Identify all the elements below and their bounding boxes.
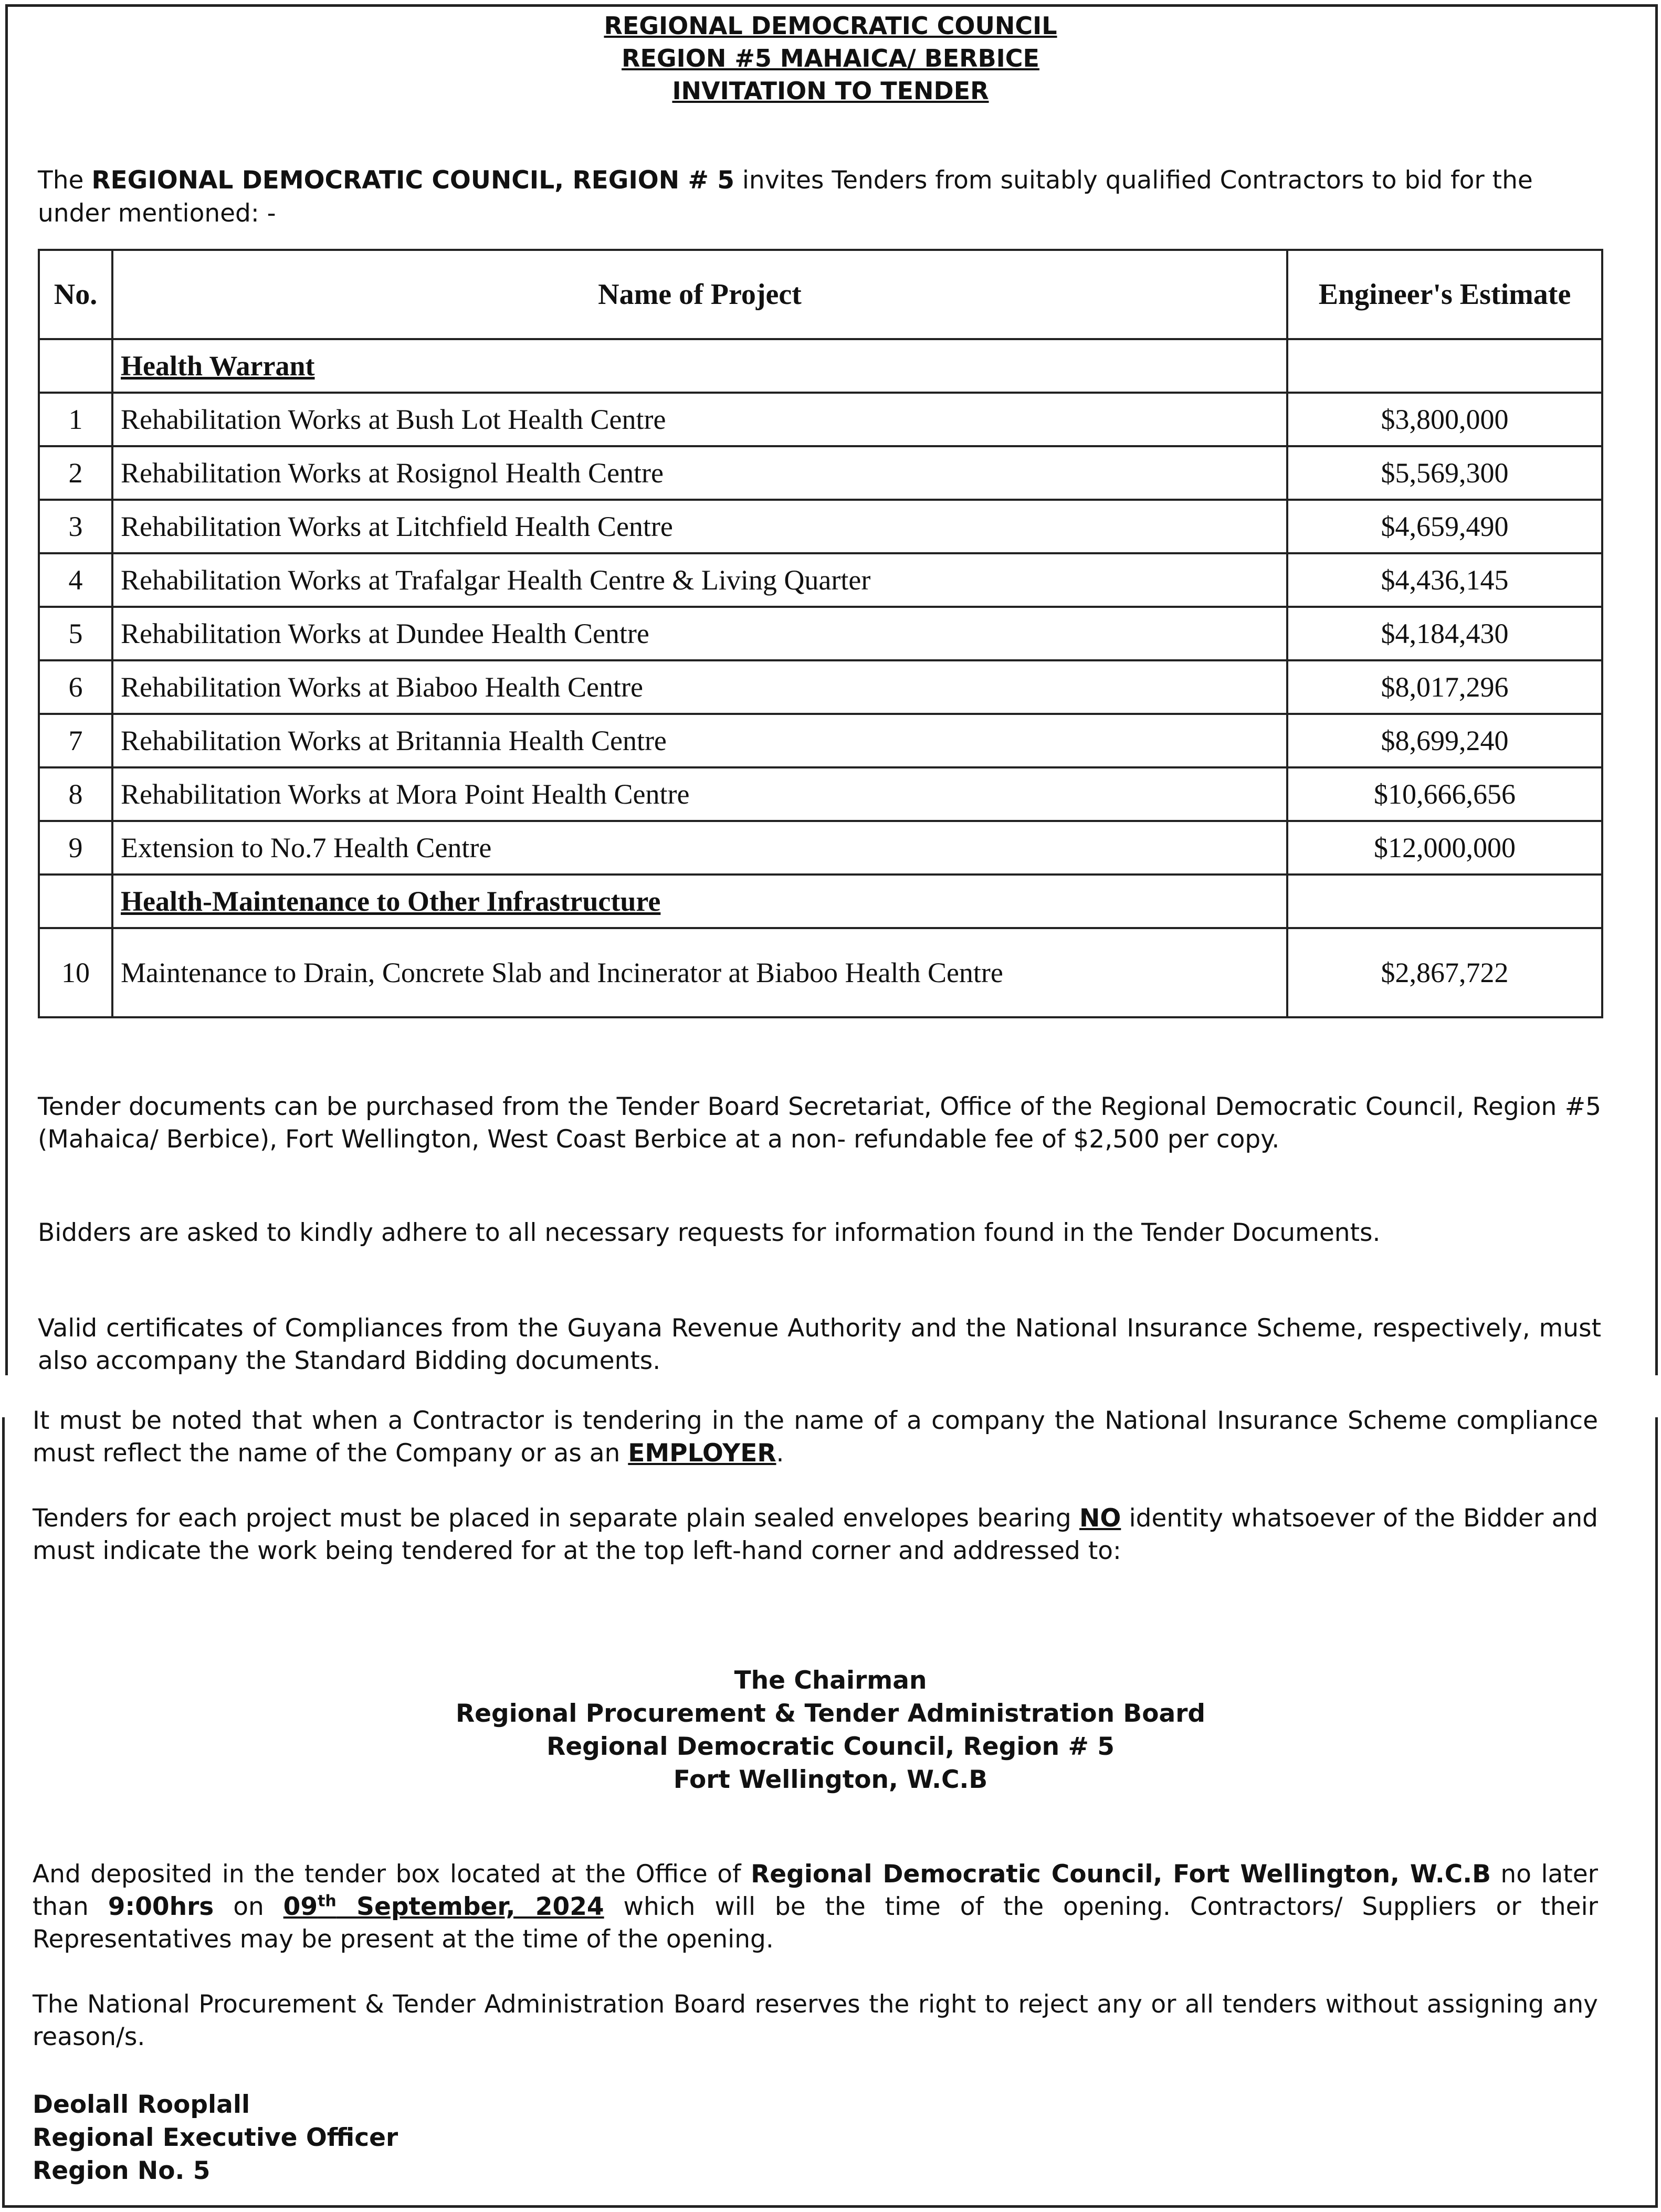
- section-estimate-cell: [1287, 339, 1602, 393]
- row-estimate: $8,699,240: [1287, 714, 1602, 767]
- section-health-warrant: Health Warrant: [112, 339, 1287, 393]
- section-row: [39, 339, 1602, 393]
- signoff-block: [33, 2088, 398, 2187]
- table-row: [39, 446, 1602, 500]
- row-no: 1: [39, 393, 112, 446]
- certificates-paragraph: Valid certificates of Compliances from the Guyana Revenue Authority and the National Insurance Scheme, respectively, must also accompany the Standard Bidding documents.: [38, 1314, 1601, 1375]
- deposit-time: 9:00hrs: [108, 1892, 214, 1921]
- header-no: No.: [39, 250, 112, 339]
- row-estimate: $2,867,722: [1287, 928, 1602, 1017]
- row-no: 9: [39, 821, 112, 875]
- header-title: INVITATION TO TENDER: [672, 77, 989, 105]
- row-estimate: $4,659,490: [1287, 500, 1602, 553]
- intro-org: REGIONAL DEMOCRATIC COUNCIL, REGION # 5: [91, 166, 734, 195]
- row-estimate: $5,569,300: [1287, 446, 1602, 500]
- row-project: Rehabilitation Works at Rosignol Health Centre: [112, 446, 1287, 500]
- row-estimate: $8,017,296: [1287, 660, 1602, 714]
- deposit-org: Regional Democratic Council, Fort Wellington, W.C.B: [751, 1860, 1491, 1889]
- row-project: Rehabilitation Works at Dundee Health Centre: [112, 607, 1287, 660]
- header-estimate: Engineer's Estimate: [1287, 250, 1602, 339]
- section-no-cell: [39, 875, 112, 928]
- address-board: Regional Procurement & Tender Administration Board: [455, 1699, 1206, 1728]
- deposit-text-3: on: [214, 1892, 283, 1921]
- adhere-paragraph: Bidders are asked to kindly adhere to all necessary requests for information found in the Tender Documents.: [38, 1218, 1381, 1247]
- table-row: [39, 928, 1602, 1017]
- projects-table: [38, 249, 1603, 1018]
- table-row: [39, 714, 1602, 767]
- table-header-row: [39, 250, 1602, 339]
- table-row: [39, 660, 1602, 714]
- row-no: 3: [39, 500, 112, 553]
- row-estimate: $4,436,145: [1287, 553, 1602, 607]
- document-header: [0, 9, 1661, 107]
- row-no: 8: [39, 767, 112, 821]
- table-row: [39, 821, 1602, 875]
- row-project: Rehabilitation Works at Mora Point Health Centre: [112, 767, 1287, 821]
- noted-paragraph: [33, 1405, 1598, 1470]
- reserve-paragraph: The National Procurement & Tender Administration Board reserves the right to reject any or all tenders without assigning any reason/s.: [33, 1990, 1598, 2051]
- header-name: Name of Project: [112, 250, 1287, 339]
- signoff-name: Deolall Rooplall: [33, 2090, 250, 2119]
- deposit-text-2: no later than: [33, 1860, 1598, 1921]
- table-row: [39, 553, 1602, 607]
- envelopes-rest: identity whatsoever of the Bidder and must indicate the work being tendered for at the top left-hand corner and addressed to:: [33, 1504, 1598, 1565]
- noted-end: .: [776, 1439, 784, 1468]
- signoff-region: Region No. 5: [33, 2156, 211, 2185]
- envelopes-text: Tenders for each project must be placed in separate plain sealed envelopes bearing: [33, 1504, 1080, 1533]
- section-maintenance: Health-Maintenance to Other Infrastructure: [112, 875, 1287, 928]
- row-project: Rehabilitation Works at Trafalgar Health Centre & Living Quarter: [112, 553, 1287, 607]
- section-estimate-cell: [1287, 875, 1602, 928]
- row-project: Rehabilitation Works at Bush Lot Health Centre: [112, 393, 1287, 446]
- row-estimate: $12,000,000: [1287, 821, 1602, 875]
- signoff-title: Regional Executive Officer: [33, 2123, 398, 2152]
- row-estimate: $4,184,430: [1287, 607, 1602, 660]
- row-no: 4: [39, 553, 112, 607]
- row-no: 10: [39, 928, 112, 1017]
- deposit-date: [283, 1892, 604, 1921]
- row-project: Rehabilitation Works at Britannia Health Centre: [112, 714, 1287, 767]
- row-no: 5: [39, 607, 112, 660]
- noted-text: It must be noted that when a Contractor is tendering in the name of a company the National Insurance Scheme compliance must reflect the name of the Company or as an: [33, 1406, 1598, 1468]
- row-estimate: $3,800,000: [1287, 393, 1602, 446]
- section-no-cell: [39, 339, 112, 393]
- row-project: Rehabilitation Works at Litchfield Health Centre: [112, 500, 1287, 553]
- address-block: [0, 1664, 1661, 1796]
- row-no: 6: [39, 660, 112, 714]
- address-council: Regional Democratic Council, Region # 5: [546, 1732, 1115, 1761]
- address-location: Fort Wellington, W.C.B: [673, 1765, 988, 1794]
- section-row: [39, 875, 1602, 928]
- table-row: [39, 767, 1602, 821]
- envelopes-paragraph: [33, 1502, 1598, 1567]
- row-estimate: $10,666,656: [1287, 767, 1602, 821]
- deposit-ordinal: th: [318, 1892, 337, 1911]
- row-project: Rehabilitation Works at Biaboo Health Centre: [112, 660, 1287, 714]
- noted-employer: EMPLOYER: [628, 1439, 776, 1468]
- deposit-text: And deposited in the tender box located at the Office of: [33, 1860, 751, 1889]
- purchase-paragraph: Tender documents can be purchased from the Tender Board Secretariat, Office of the Regional Democratic Council, Region #5 (Mahaica/ Berbice), Fort Wellington, West Coast Berbice at a non- refundable fee of $2,500 per copy.: [38, 1092, 1601, 1154]
- deposit-paragraph: [33, 1858, 1598, 1956]
- deposit-text-4: which will be the time of the opening. Contractors/ Suppliers or their Representatives may be present at the time of the opening.: [33, 1892, 1598, 1954]
- address-chairman: The Chairman: [734, 1666, 927, 1695]
- row-project: Extension to No.7 Health Centre: [112, 821, 1287, 875]
- intro-paragraph: [38, 164, 1592, 230]
- row-project: Maintenance to Drain, Concrete Slab and Incinerator at Biaboo Health Centre: [112, 928, 1287, 1017]
- row-no: 2: [39, 446, 112, 500]
- table-row: [39, 607, 1602, 660]
- table-row: [39, 393, 1602, 446]
- row-no: 7: [39, 714, 112, 767]
- envelopes-no: NO: [1079, 1504, 1121, 1533]
- intro-prefix: The: [38, 166, 92, 195]
- deposit-month-year: September, 2024: [336, 1892, 604, 1921]
- header-region: REGION #5 MAHAICA/ BERBICE: [622, 44, 1039, 72]
- deposit-day: 09: [283, 1892, 318, 1921]
- table-row: [39, 500, 1602, 553]
- intro-suffix: invites Tenders from suitably qualified Contractors to bid for the under mentioned: -: [38, 166, 1533, 228]
- header-council: REGIONAL DEMOCRATIC COUNCIL: [604, 12, 1057, 40]
